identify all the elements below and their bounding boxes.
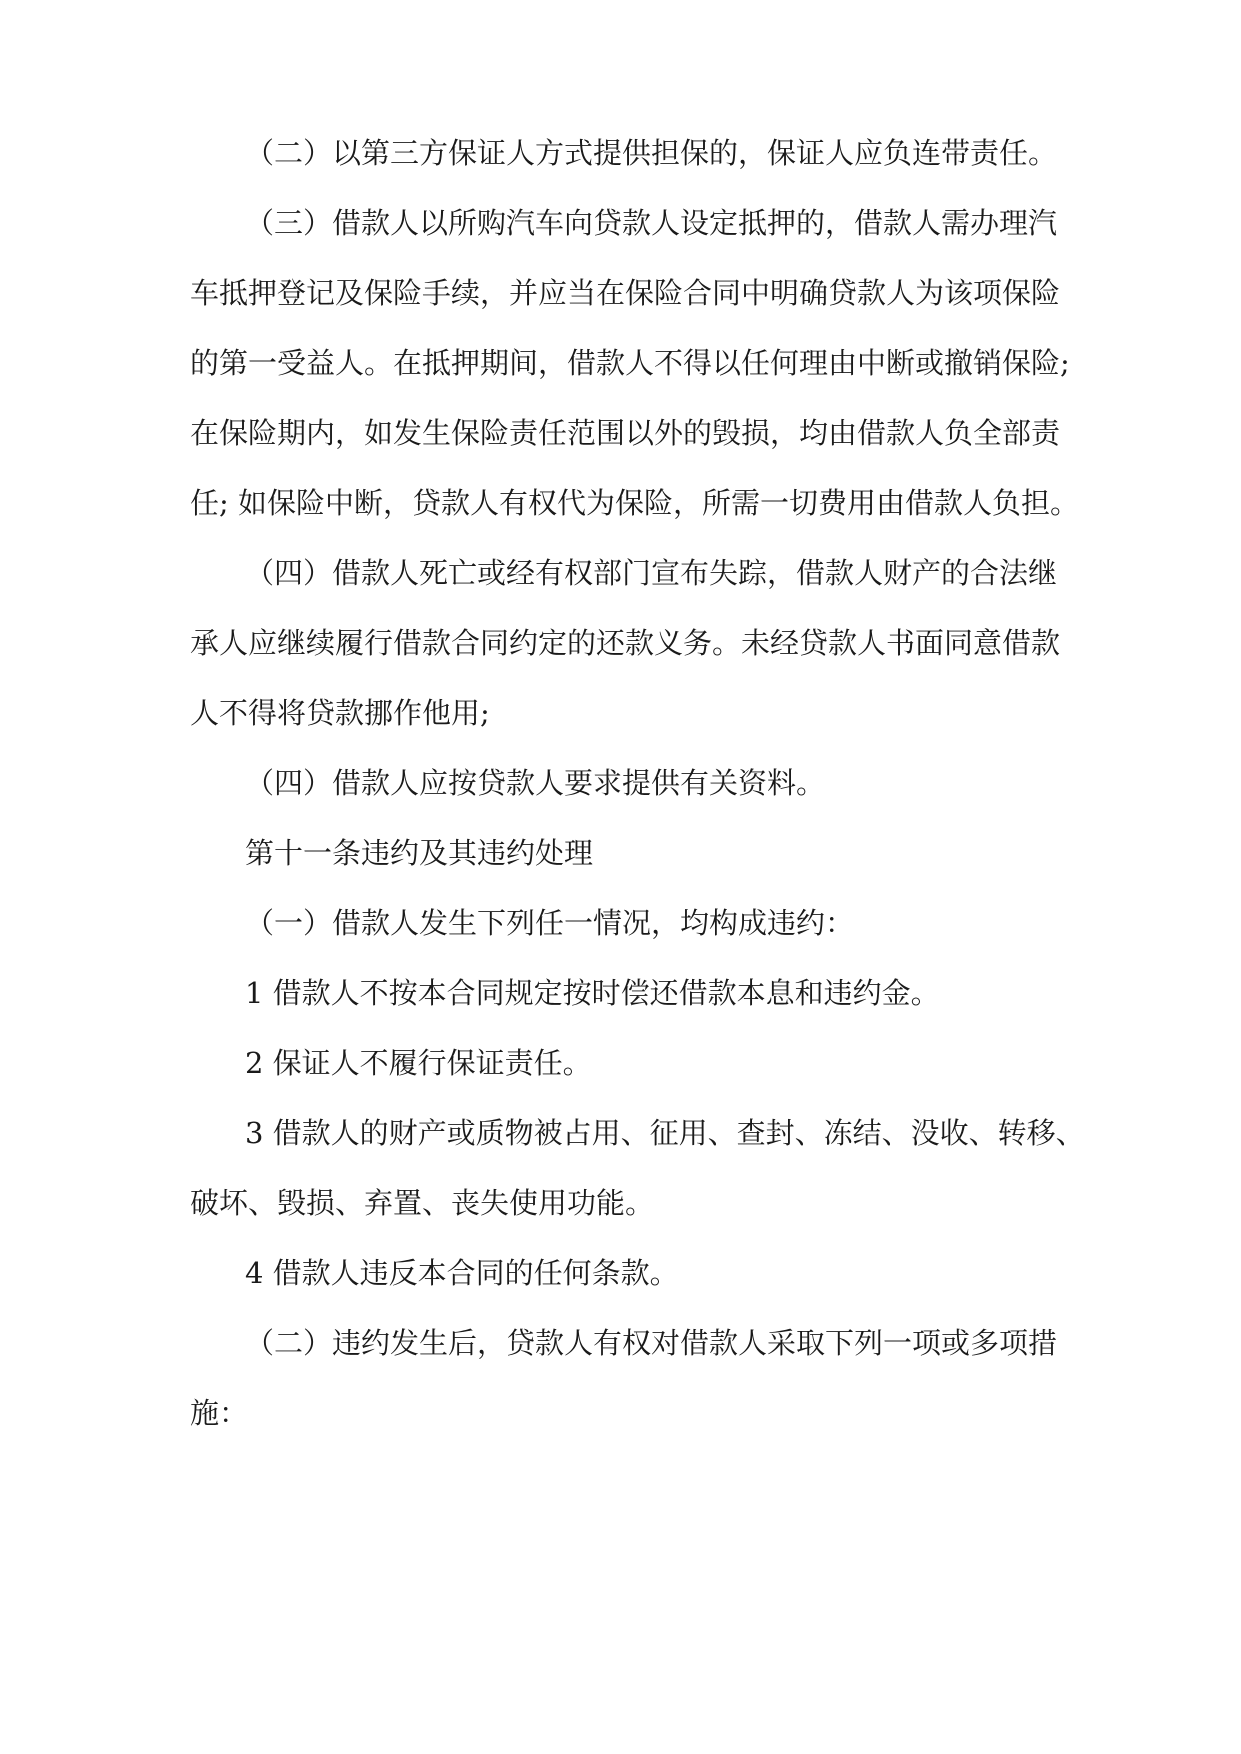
default-item-3-line-1: 3 借款人的财产或质物被占用、征用、查封、冻结、没收、转移、 [245,1116,1085,1150]
paragraph-mortgage-line-3: 的第一受益人。在抵押期间，借款人不得以任何理由中断或撤销保险; [190,346,1070,380]
paragraph-provide-materials: （四）借款人应按贷款人要求提供有关资料。 [245,766,826,800]
paragraph-remedies-line-2: 施： [190,1396,249,1430]
paragraph-default-conditions: （一）借款人发生下列任一情况，均构成违约： [245,906,855,940]
default-item-1: 1 借款人不按本合同规定按时偿还借款本息和违约金。 [245,976,940,1010]
paragraph-succession-line-2: 承人应继续履行借款合同约定的还款义务。未经贷款人书面同意借款 [190,626,1061,660]
paragraph-remedies-line-1: （二）违约发生后，贷款人有权对借款人采取下列一项或多项措 [245,1326,1058,1360]
paragraph-mortgage-line-5: 任; 如保险中断，贷款人有权代为保险，所需一切费用由借款人负担。 [190,486,1079,520]
paragraph-guarantor-liability: （二）以第三方保证人方式提供担保的，保证人应负连带责任。 [245,136,1058,170]
paragraph-mortgage-line-4: 在保险期内，如发生保险责任范围以外的毁损，均由借款人负全部责 [190,416,1061,450]
paragraph-mortgage-line-1: （三）借款人以所购汽车向贷款人设定抵押的，借款人需办理汽 [245,206,1058,240]
paragraph-succession-line-3: 人不得将贷款挪作他用; [190,696,490,730]
default-item-4: 4 借款人违反本合同的任何条款。 [245,1256,679,1290]
article-11-heading: 第十一条违约及其违约处理 [245,836,594,870]
paragraph-mortgage-line-2: 车抵押登记及保险手续，并应当在保险合同中明确贷款人为该项保险 [190,276,1061,310]
paragraph-succession-line-1: （四）借款人死亡或经有权部门宣布失踪，借款人财产的合法继 [245,556,1058,590]
default-item-3-line-2: 破坏、毁损、弃置、丧失使用功能。 [190,1186,655,1220]
default-item-2: 2 保证人不履行保证责任。 [245,1046,592,1080]
